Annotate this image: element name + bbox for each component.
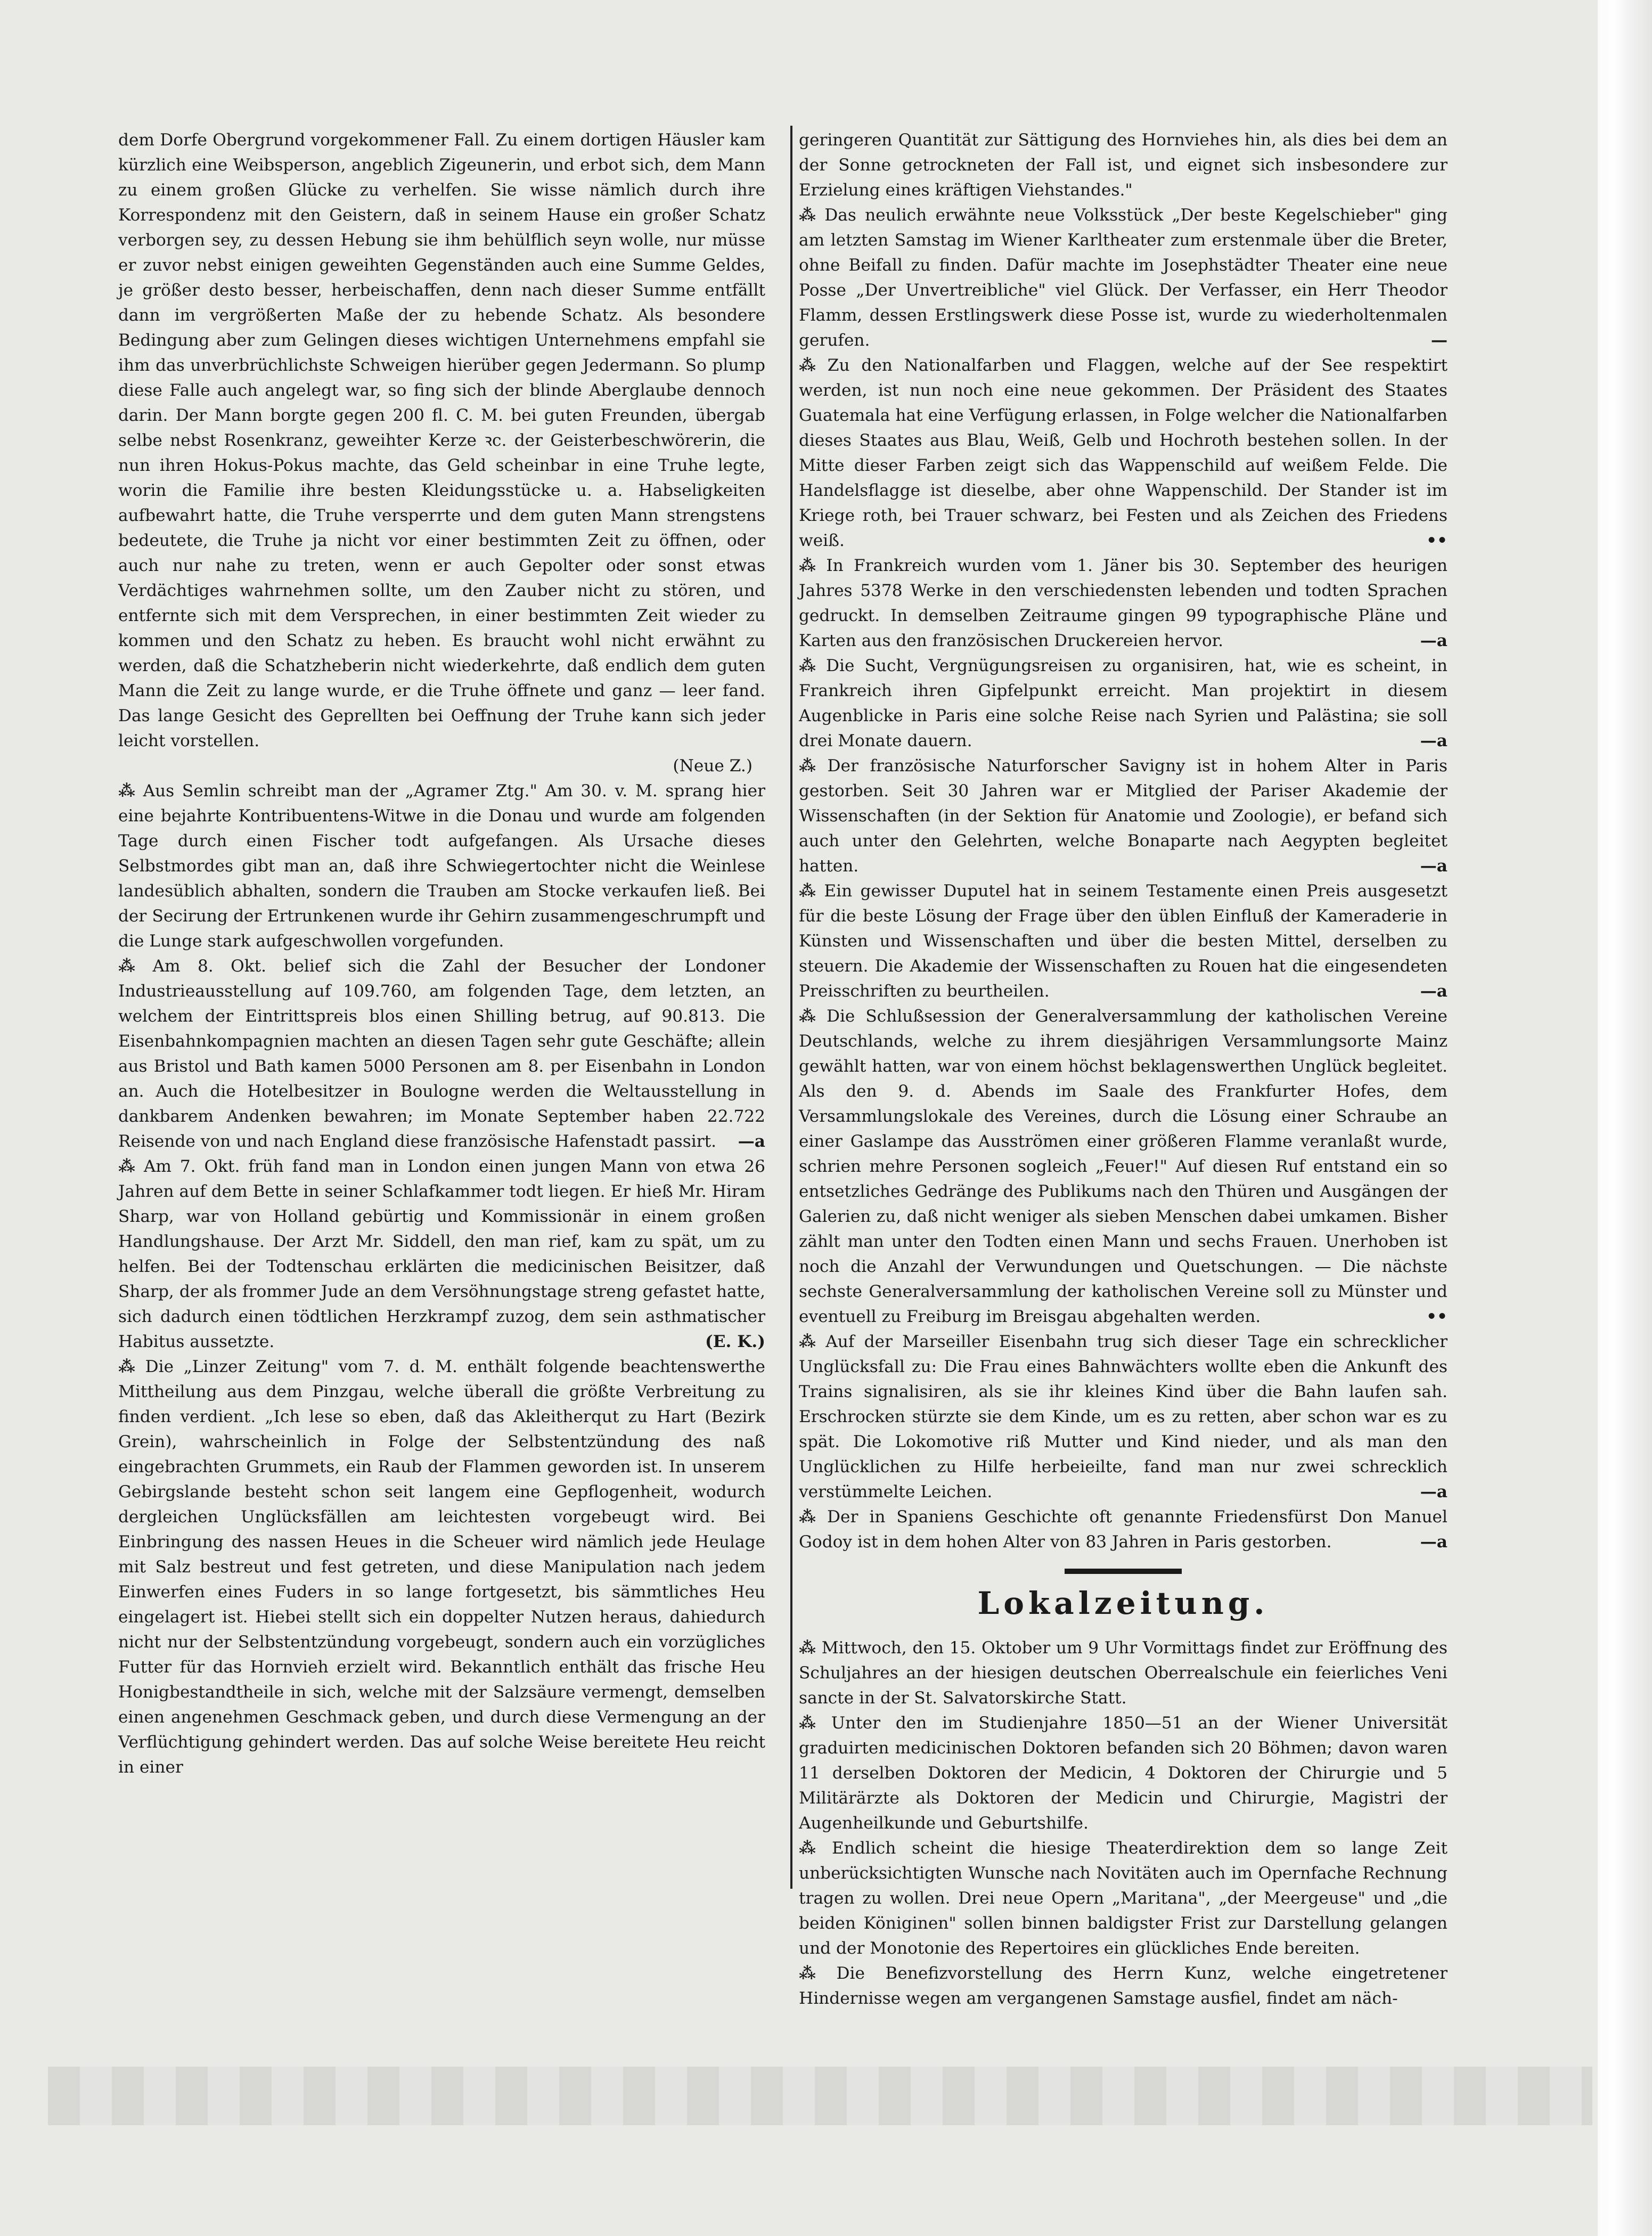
source-note: (E. K.) [705,1332,765,1351]
right-column [799,128,1447,2011]
asterism-ornament: ⁂ [799,356,820,375]
asterism-ornament: ⁂ [118,1157,136,1176]
local-doctors: ⁂ Unter den im Studienjahre 1850—51 an der Wiener Universität graduirten medicinischen Doktoren befanden sich 20 Böhmen; davon waren 11 derselben Doktoren der Medicin, 4 Doktoren der Chirurgie und 5 Militärärzte als Doktoren der Medicin und Chirurgie, Magistri der Augenheilkunde und Geburtshilfe. [799,1713,1448,1833]
asterism-ornament: ⁂ [799,1839,824,1858]
asterism-ornament: ⁂ [799,1332,819,1351]
article-treasure-swindle: dem Dorfe Obergrund vorgekommener Fall. Zu einem dortigen Häusler kam kürzlich eine Weibsperson, angeblich Zigeunerin, und erbot sich, dem Mann zu einem großen Glücke zu verhelfen. Sie wisse nämlich durch ihre Korrespondenz mit den Geistern, daß in seinem Hause ein großer Schatz verborgen sey, zu dessen Hebung sie ihm behülflich seyn wolle, nur müsse er zuvor nebst einigen geweihten Gegenständen auch eine Summe Geldes, je größer desto besser, herbeischaffen, denn nach dieser Summe entfällt dann im vergrößerten Maße der zu hebende Schatz. Als besondere Bedingung aber zum Gelingen dieses wichtigen Unternehmens empfahl sie ihm das unverbrüchlichste Schweigen hierüber gegen Jedermann. So plump diese Falle auch angelegt war, so fing sich der blinde Aberglaube dennoch darin. Der Mann borgte gegen 200 fl. C. M. bei guten Freunden, übergab selbe nebst Rosenkranz, geweihter Kerze ꝛc. der Geisterbeschwörerin, die nun ihren Hokus-Pokus machte, das Geld scheinbar in eine Truhe legte, worin die Familie ihre besten Kleidungsstücke u. a. Habseligkeiten aufbewahrt hatte, die Truhe versperrte und dem guten Mann strengstens bedeutete, die Truhe ja nicht vor einer bestimmten Zeit zu öffnen, oder auch nur nahe zu treten, wenn er auch Gepolter oder sonst etwas Verdächtiges wahrnehmen sollte, um den Zauber nicht zu stören, und entfernte sich mit dem Versprechen, in einer bestimmten Zeit wieder zu kommen und den Schatz zu heben. Es braucht wohl nicht erwähnt zu werden, daß die Schatzheberin nicht wiederkehrte, daß endlich dem guten Mann die Zeit zu lange wurde, er die Truhe öffnete und ganz — leer fand. Das lange Gesicht des Geprellten bei Oeffnung der Truhe kann sich jeder leicht vorstellen. (Neue Z.) [118,128,765,779]
local-theatre-operas: ⁂ Endlich scheint die hiesige Theaterdirektion dem so lange Zeit unberücksichtigten Wunsche nach Novitäten auch im Opernfache Rechnung tragen zu wollen. Drei neue Opern „Maritana", „der Meergeuse" und „die beiden Königinen" sollen binnen baldigster Frist zur Darstellung gelangen und der Monotonie des Repertoires ein glückliches Ende bereiten. [799,1839,1447,1958]
article-savigny: ⁂ Der französische Naturforscher Savigny ist in hohem Alter in Paris gestorben. Seit 30 Jahren war er Mitglied der Pariser Akademie der Wissenschaften (in der Sektion für Anatomie und Zoologie), er befand sich auch unter den Gelehrten, welche Bonaparte nach Aegypten begleitet hatten. —a [799,754,1447,879]
asterism-ornament: ⁂ [799,206,817,225]
signature: —a [1420,1532,1447,1552]
article-pleasure-trips: ⁂ Die Sucht, Vergnügungsreisen zu organisiren, hat, wie es scheint, in Frankreich ihren Gipfelpunkt erreicht. Man projektirt in diesem Augenblicke in Paris eine solche Reise nach Syrien und Palästina; sie soll drei Monate dauern. —a [799,654,1447,754]
local-school-opening: ⁂ Mittwoch, den 15. Oktober um 9 Uhr Vormittags findet zur Eröffnung des Schuljahres an der hiesigen deutschen Oberrealschule ein feierliches Veni sancte in der St. Salvatorskirche Statt. [799,1638,1447,1708]
asterism-ornament: ⁂ [799,1964,829,1983]
article-duputel: ⁂ Ein gewisser Duputel hat in seinem Testamente einen Preis ausgesetzt für die beste Lösung der Frage über den üblen Einfluß der Kameraderie in Künsten und Wissenschaften und über die besten Mittel, derselben zu steuern. Die Akademie der Wissenschaften zu Rouen hat die eingesendeten Preisschriften zu beurtheilen. —a [799,879,1447,1004]
page-bottom-shadow [48,2067,1592,2125]
signature: •• [1426,1307,1447,1326]
signature: —a [1420,1482,1447,1501]
asterism-ornament: ⁂ [799,656,819,675]
article-france-printing: ⁂ In Frankreich wurden vom 1. Jäner bis 30. September des heurigen Jahres 5378 Werke in den verschiedensten lebenden und todten Sprachen gedruckt. In demselben Zeitraume gingen 99 typographische Pläne und Karten aus den französischen Druckereien hervor. —a [799,553,1447,654]
asterism-ornament: ⁂ [118,1357,138,1376]
asterism-ornament: ⁂ [799,1007,819,1026]
page-edge [1598,0,1652,2236]
asterism-ornament: ⁂ [799,756,820,776]
article-marseille-railway: ⁂ Auf der Marseiller Eisenbahn trug sich dieser Tage ein schrecklicher Unglücksfall zu: Die Frau eines Bahnwächters wollte eben die Ankunft des Trains signalisiren, als sie ihr kleines Kind über die Bahn laufen sah. Erschrocken stürzte sie dem Kinde, um es zu retten, aber schon war es zu spät. Die Lokomotive riß Mutter und Kind nieder, und als man den Unglücklichen zu Hilfe herbeieilte, fand man nur zwei schrecklich verstümmelte Leichen. —a [799,1329,1447,1505]
asterism-ornament: ⁂ [118,781,136,801]
article-hay-continued: geringeren Quantität zur Sättigung des Hornviehes hin, als dies bei dem an der Sonne getrockneten der Fall ist, und eignet sich insbesondere zur Erzielung eines kräftigen Viehstandes." [799,130,1447,200]
asterism-ornament: ⁂ [118,957,145,976]
article-godoy: ⁂ Der in Spaniens Geschichte oft genannte Friedensfürst Don Manuel Godoy ist in dem hohen Alter von 83 Jahren in Paris gestorben. —a [799,1505,1447,1555]
signature: —a [1420,982,1447,1001]
article-guatemala-flag: ⁂ Zu den Nationalfarben und Flaggen, welche auf der See respektirt werden, ist nun noch eine neue gekommen. Der Präsident des Staates Guatemala hat eine Verfügung erlassen, in Folge welcher die Nationalfarben dieses Staates aus Blau, Weiß, Gelb und Hochroth bestehen sollen. In der Mitte dieser Farben zeigt sich das Wappenschild auf weißem Felde. Die Handelsflagge ist dieselbe, aber ohne Wappenschild. Der Stander ist im Kriege roth, bei Trauer schwarz, bei Festen und als Zeichen des Friedens weiß. •• [799,353,1447,553]
article-theatre: ⁂ Das neulich erwähnte neue Volksstück „Der beste Kegelschieber" ging am letzten Samstag im Wiener Karltheater zum erstenmale über die Breter, ohne Beifall zu finden. Dafür machte im Josephstädter Theater eine neue Posse „Der Unvertreibliche" viel Glück. Der Verfasser, ein Herr Theodor Flamm, dessen Erstlingswerk diese Posse ist, wurde zu wiederholtenmalen gerufen. — [799,203,1447,353]
asterism-ornament: ⁂ [799,882,817,901]
asterism-ornament: ⁂ [799,1713,824,1733]
source-note: (Neue Z.) [673,756,753,776]
local-benefit-performance: ⁂ Die Benefizvorstellung des Herrn Kunz, welche eingetretener Hindernisse wegen am vergangenen Samstage ausfiel, findet am näch- [799,1964,1448,2008]
signature: —a [1420,631,1447,650]
article-london-death: ⁂ Am 7. Okt. früh fand man in London einen jungen Mann von etwa 26 Jahren auf dem Bette in seiner Schlafkammer todt liegen. Er hieß Mr. Hiram Sharp, war von Holland gebürtig und Kommissionär in einem großen Handlungshause. Der Arzt Mr. Siddell, den man rief, kam zu spät, um zu helfen. Bei der Todtenschau erklärten die medicinischen Beisitzer, daß Sharp, der als frommer Jude an dem Versöhnungstage streng gefastet hatte, sich dadurch einen tödtlichen Herzkrampf zuzog, dem sein asthmatischer Habitus aussetzte. (E. K.) [118,1154,765,1354]
article-linz-hay: ⁂ Die „Linzer Zeitung" vom 7. d. M. enthält folgende beachtenswerthe Mittheilung aus dem Pinzgau, welche überall die größte Verbreitung zu finden verdient. „Ich lese so eben, daß das Akleitherqut zu Hart (Bezirk Grein), wahrscheinlich in Folge der Selbstentzündung des naß eingebrachten Grummets, ein Raub der Flammen geworden ist. In unserem Gebirgslande besteht schon seit langem eine Gepflogenheit, wodurch dergleichen Unglücksfällen am leichtesten vorgebeugt wird. Bei Einbringung des nassen Heues in die Scheuer wird nämlich jede Heulage mit Salz bestreut und fest getreten, und diese Manipulation nach jedem Einwerfen eines Fuders in so lange fortgesetzt, bis sämmtliches Heu eingelagert ist. Hiebei stellt sich ein doppelter Nutzen heraus, dahiedurch nicht nur der Selbstentzündung vorgebeugt, sondern auch ein vorzügliches Futter für das Hornvieh erzielt wird. Bekanntlich enthält das frische Heu Honigbestandtheile in sich, welche mit der Salzsäure vermengt, demselben einen angenehmen Geschmack geben, und durch diese Vermengung an der Verflüchtigung gehindert werden. Das auf solche Weise bereitete Heu reicht in einer [118,1357,765,1777]
signature: —a [738,1132,765,1151]
signature: •• [1426,531,1447,550]
signature: — [1430,331,1447,350]
article-london-exhibition: ⁂ Am 8. Okt. belief sich die Zahl der Besucher der Londoner Industrieausstellung auf 109.760, am folgenden Tage, dem letzten, an welchem der Eintrittspreis blos einen Shilling betrug, auf 90.813. Die Eisenbahnkompagnien machten an diesen Tagen sehr gute Geschäfte; allein aus Bristol und Bath kamen 5000 Personen am 8. per Eisenbahn in London an. Auch die Hotelbesitzer in Boulogne werden die Weltausstellung in dankbarem Andenken bewahren; im Monate September haben 22.722 Reisende von und nach England diese französische Hafenstadt passirt. —a [118,954,765,1154]
section-separator [1065,1569,1182,1574]
asterism-ornament: ⁂ [799,1507,820,1527]
column-divider [790,126,792,1889]
article-mainz: ⁂ Die Schlußsession der Generalversammlung der katholischen Vereine Deutschlands, welche zu ihrem diesjährigen Versammlungsorte Mainz gewählt hatten, war von einem höchst beklagenswerthen Unglück begleitet. Als den 9. d. Abends im Saale des Frankfurter Hofes, dem Versammlungslokale des Vereines, durch die Lösung einer Schraube an einer Gaslampe das Ausströmen einer größeren Flamme veranlaßt wurde, schrien mehre Personen sogleich „Feuer!" Auf diesen Ruf entstand ein so entsetzliches Gedränge des Publikums nach den Thüren und Ausgängen der Galerien zu, daß nicht weniger als sieben Menschen dabei umkamen. Bisher zählt man unter den Todten einen Mann und sechs Frauen. Unerhoben ist noch die Anzahl der Verwundungen und Quetschungen. — Die nächste sechste Generalversammlung der katholischen Vereine soll zu Münster und eventuell zu Freiburg im Breisgau abgehalten werden. •• [799,1004,1447,1329]
signature: —a [1420,731,1447,750]
asterism-ornament: ⁂ [799,1638,814,1658]
signature: —a [1420,856,1447,876]
asterism-ornament: ⁂ [799,556,819,575]
section-heading: Lokalzeitung. [977,1585,1269,1621]
left-column [118,128,765,1780]
article-semlin: ⁂ Aus Semlin schreibt man der „Agramer Ztg." Am 30. v. M. sprang hier eine bejahrte Kontribuentens-Witwe in die Donau und wurde am folgenden Tage durch einen Fischer todt aufgefangen. Als Ursache dieses Selbstmordes gibt man an, daß ihre Schwiegertochter nicht die Weinlese landesüblich abhalten, sondern die Trauben am Stocke verkaufen ließ. Bei der Secirung der Ertrunkenen wurde ihr Gehirn zusammengeschrumpft und die Lunge stark aufgeschwollen vorgefunden. [118,781,765,951]
